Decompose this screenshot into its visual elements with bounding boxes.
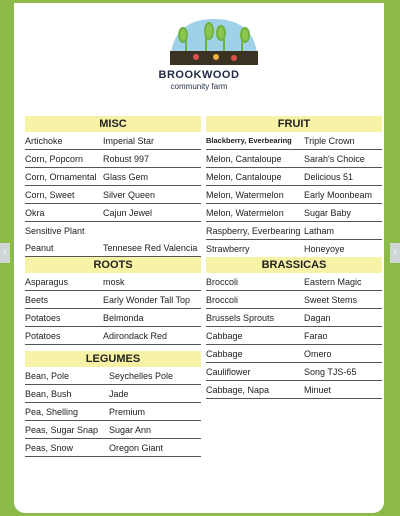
farm-subtitle: community farm bbox=[170, 82, 228, 91]
roots-row bbox=[25, 327, 201, 345]
misc-row bbox=[25, 222, 201, 239]
seed-list-card bbox=[11, 0, 387, 516]
variety-name: Belmonda bbox=[103, 312, 144, 323]
variety-name: Jade bbox=[109, 388, 129, 399]
legumes-row bbox=[25, 403, 201, 421]
next-arrow-icon[interactable]: › bbox=[390, 243, 400, 263]
crop-name: Sensitive Plant bbox=[25, 225, 85, 236]
variety-name: Sugar Ann bbox=[109, 424, 152, 435]
misc-row bbox=[25, 239, 201, 257]
crop-name: Blackberry, Everbearing bbox=[206, 136, 292, 145]
legumes-row bbox=[25, 385, 201, 403]
variety-name: Latham bbox=[304, 225, 335, 236]
prev-arrow-icon[interactable]: ‹ bbox=[0, 243, 10, 263]
brassicas-row bbox=[206, 309, 382, 327]
variety-name: Minuet bbox=[304, 384, 332, 395]
fruit-row bbox=[206, 186, 382, 204]
variety-name: Song TJS-65 bbox=[304, 366, 357, 377]
crop-name: Beets bbox=[25, 294, 49, 305]
legumes-row bbox=[25, 421, 201, 439]
misc-row bbox=[25, 204, 201, 222]
legumes-row bbox=[25, 367, 201, 385]
brassicas-row bbox=[206, 273, 382, 291]
fruit-row bbox=[206, 150, 382, 168]
crop-name: Raspberry, Everbearing bbox=[206, 225, 301, 236]
crop-name: Cabbage bbox=[206, 330, 243, 341]
roots-header: ROOTS bbox=[25, 257, 201, 273]
variety-name: Seychelles Pole bbox=[109, 370, 174, 381]
crop-name: Melon, Cantaloupe bbox=[206, 171, 282, 182]
misc-row bbox=[25, 168, 201, 186]
farm-name: BROOKWOOD bbox=[158, 69, 240, 81]
crop-name: Melon, Watermelon bbox=[206, 189, 284, 200]
fruit-row bbox=[206, 132, 382, 150]
brassicas-row bbox=[206, 345, 382, 363]
roots-row bbox=[25, 291, 201, 309]
misc-header: MISC bbox=[25, 116, 201, 132]
roots-row bbox=[25, 309, 201, 327]
crop-name: Bean, Pole bbox=[25, 370, 70, 381]
crop-name: Brussels Sprouts bbox=[206, 312, 275, 323]
crop-name: Asparagus bbox=[25, 276, 69, 287]
variety-name: Farao bbox=[304, 330, 328, 341]
variety-name: Glass Gem bbox=[103, 171, 149, 182]
brassicas-row bbox=[206, 291, 382, 309]
variety-name: Cajun Jewel bbox=[103, 207, 153, 218]
variety-name: Oregon Giant bbox=[109, 442, 164, 453]
variety-name: Honeyoye bbox=[304, 243, 345, 254]
brassicas-row bbox=[206, 363, 382, 381]
legumes-header: LEGUMES bbox=[25, 351, 201, 367]
misc-row bbox=[25, 186, 201, 204]
fruit-header: FRUIT bbox=[206, 116, 382, 132]
crop-name: Pea, Shelling bbox=[25, 406, 79, 417]
variety-name: Tennesee Red Valencia bbox=[103, 242, 198, 253]
variety-name: Adirondack Red bbox=[103, 330, 168, 341]
crop-name: Artichoke bbox=[25, 135, 63, 146]
fruit-row bbox=[206, 240, 382, 257]
crop-name: Cauliflower bbox=[206, 366, 251, 377]
fruit-row bbox=[206, 204, 382, 222]
variety-name: Omero bbox=[304, 348, 332, 359]
variety-name: Robust 997 bbox=[103, 153, 150, 164]
crop-name: Broccoli bbox=[206, 294, 239, 305]
variety-name: Imperial Star bbox=[103, 135, 155, 146]
crop-name: Peas, Snow bbox=[25, 442, 74, 453]
variety-name: Early Moonbeam bbox=[304, 189, 373, 200]
crop-name: Okra bbox=[25, 207, 45, 218]
crop-name: Melon, Cantaloupe bbox=[206, 153, 282, 164]
brassicas-row bbox=[206, 327, 382, 345]
crop-name: Potatoes bbox=[25, 330, 61, 341]
variety-name: Delicious 51 bbox=[304, 171, 354, 182]
crop-name: Strawberry bbox=[206, 243, 250, 254]
crop-name: Melon, Watermelon bbox=[206, 207, 284, 218]
farm-logo bbox=[166, 13, 262, 75]
variety-name: Eastern Magic bbox=[304, 276, 362, 287]
crop-name: Peanut bbox=[25, 242, 54, 253]
variety-name: Sugar Baby bbox=[304, 207, 352, 218]
legumes-row bbox=[25, 439, 201, 457]
crop-name: Corn, Sweet bbox=[25, 189, 75, 200]
fruit-row bbox=[206, 222, 382, 240]
crop-name: Bean, Bush bbox=[25, 388, 72, 399]
misc-row bbox=[25, 132, 201, 150]
crop-name: Corn, Popcorn bbox=[25, 153, 84, 164]
crop-name: Corn, Ornamental bbox=[25, 171, 97, 182]
variety-name: mosk bbox=[103, 276, 125, 287]
left-column bbox=[25, 116, 201, 457]
brassicas-row bbox=[206, 381, 382, 399]
crop-name: Cabbage, Napa bbox=[206, 384, 270, 395]
variety-name: Premium bbox=[109, 406, 146, 417]
crop-name: Potatoes bbox=[25, 312, 61, 323]
crop-name: Peas, Sugar Snap bbox=[25, 424, 99, 435]
crop-name: Broccoli bbox=[206, 276, 239, 287]
roots-row bbox=[25, 273, 201, 291]
right-column bbox=[206, 116, 382, 399]
variety-name: Dagan bbox=[304, 312, 331, 323]
crop-name: Cabbage bbox=[206, 348, 243, 359]
variety-name: Triple Crown bbox=[304, 135, 355, 146]
variety-name: Sarah's Choice bbox=[304, 153, 365, 164]
variety-name: Early Wonder Tall Top bbox=[103, 294, 191, 305]
brassicas-header: BRASSICAS bbox=[206, 257, 382, 273]
fruit-row bbox=[206, 168, 382, 186]
misc-row bbox=[25, 150, 201, 168]
variety-name: Sweet Stems bbox=[304, 294, 358, 305]
variety-name: Silver Queen bbox=[103, 189, 156, 200]
